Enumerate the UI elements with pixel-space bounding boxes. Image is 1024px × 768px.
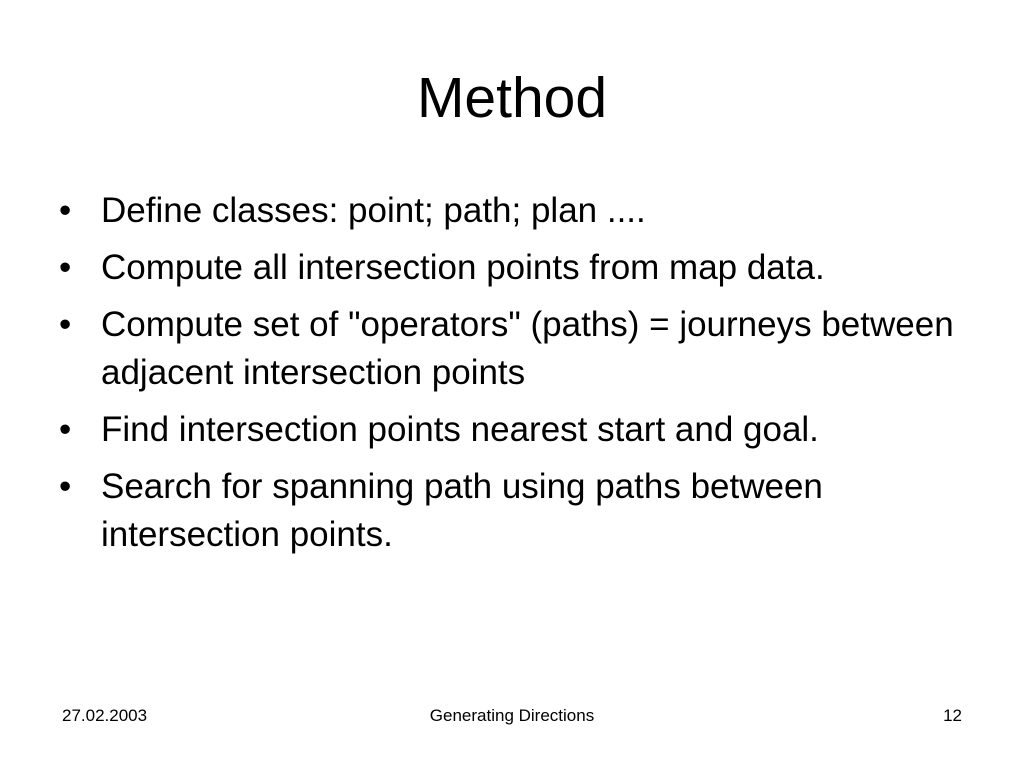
footer-date: 27.02.2003 [62, 706, 148, 725]
bullet-item [56, 301, 976, 397]
bullet-icon: • [59, 467, 72, 506]
footer-page-number: 12 [943, 706, 962, 725]
bullet-text: Find intersection points nearest start and goal. [101, 410, 819, 449]
bullet-icon: • [59, 305, 72, 344]
bullet-item [56, 463, 976, 559]
bullet-text: Search for spanning path using paths between intersection points. [101, 467, 823, 554]
bullet-text: Define classes: point; path; plan .... [101, 191, 646, 230]
footer-title: Generating Directions [429, 706, 595, 725]
bullet-icon: • [59, 410, 72, 449]
bullet-item [56, 406, 976, 454]
bullet-text: Compute all intersection points from map data. [101, 248, 825, 287]
bullet-item [56, 187, 976, 235]
bullet-list [56, 187, 976, 568]
slide-title: Method [416, 66, 608, 130]
bullet-text: Compute set of "operators" (paths) = journeys between adjacent intersection points [101, 305, 954, 392]
bullet-icon: • [59, 191, 72, 230]
bullet-item [56, 244, 976, 292]
bullet-icon: • [59, 248, 72, 287]
